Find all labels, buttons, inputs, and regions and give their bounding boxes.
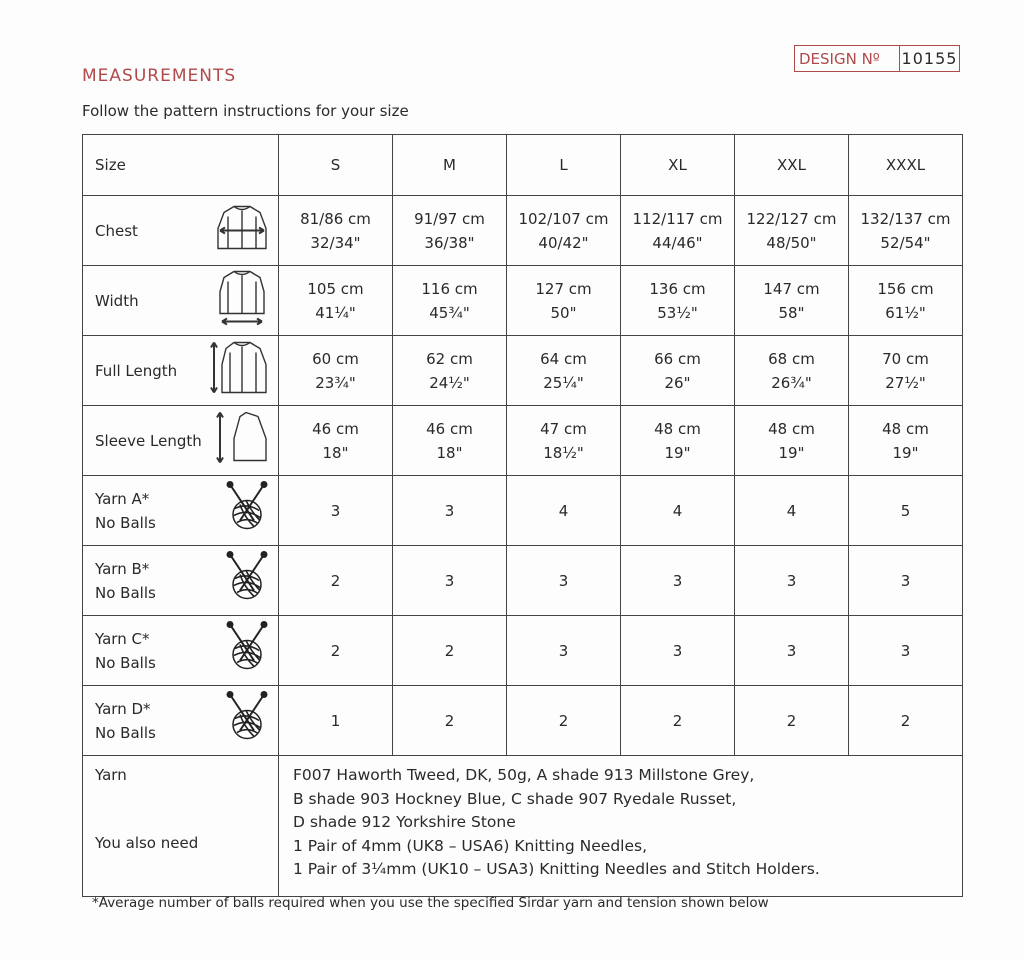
row-label: Full Length [95, 361, 178, 380]
size-row [83, 135, 963, 196]
row-label: No Balls [95, 513, 156, 532]
table-row [83, 266, 963, 336]
row-label-cell [83, 406, 279, 476]
value-cell: 3 [507, 616, 621, 686]
page-title: MEASUREMENTS [82, 66, 237, 86]
needle-line: 1 Pair of 3¼mm (UK10 – USA3) Knitting Needles and Stitch Holders. [293, 860, 820, 878]
yarn-ball-icon [224, 548, 270, 613]
row-label-cell [83, 476, 279, 546]
size-header: XXL [735, 135, 849, 196]
value-cell: 68 cm 26¾" [735, 336, 849, 406]
value-cell: 3 [735, 546, 849, 616]
value-cell: 3 [393, 546, 507, 616]
row-label: Width [95, 291, 139, 310]
value-cell: 3 [621, 546, 735, 616]
yarn-line: F007 Haworth Tweed, DK, 50g, A shade 913 Millstone Grey, [293, 766, 755, 784]
value-cell: 147 cm 58" [735, 266, 849, 336]
row-label: Yarn C* [95, 629, 150, 648]
row-label: Yarn D* [95, 699, 151, 718]
yarn-ball-icon [224, 618, 270, 683]
row-label: No Balls [95, 583, 156, 602]
yarn-info-labels [83, 756, 279, 897]
chest-measure-icon [214, 202, 270, 259]
value-cell: 2 [279, 546, 393, 616]
value-cell: 91/97 cm 36/38" [393, 196, 507, 266]
design-label: DESIGN Nº [799, 49, 880, 68]
value-cell: 3 [735, 616, 849, 686]
size-header: S [279, 135, 393, 196]
table-row [83, 196, 963, 266]
value-cell: 132/137 cm 52/54" [849, 196, 963, 266]
value-cell: 127 cm 50" [507, 266, 621, 336]
value-cell: 70 cm 27½" [849, 336, 963, 406]
row-label-cell [83, 616, 279, 686]
row-label: Yarn A* [95, 489, 150, 508]
value-cell: 66 cm 26" [621, 336, 735, 406]
yarn-info-text [279, 756, 963, 897]
size-header: XXXL [849, 135, 963, 196]
row-label: Yarn B* [95, 559, 150, 578]
size-header: L [507, 135, 621, 196]
row-label-cell [83, 546, 279, 616]
row-label: Sleeve Length [95, 431, 202, 450]
value-cell: 3 [849, 616, 963, 686]
footnote: *Average number of balls required when you use the specified Sirdar yarn and tension shown below [92, 895, 769, 911]
row-label-cell [83, 336, 279, 406]
value-cell: 3 [393, 476, 507, 546]
value-cell: 136 cm 53½" [621, 266, 735, 336]
value-cell: 1 [279, 686, 393, 756]
size-header: M [393, 135, 507, 196]
sleeve-measure-icon [214, 408, 270, 473]
value-cell: 3 [849, 546, 963, 616]
value-cell: 102/107 cm 40/42" [507, 196, 621, 266]
value-cell: 2 [279, 616, 393, 686]
size-label: Size [83, 135, 279, 196]
table-row [83, 336, 963, 406]
width-measure-icon [214, 267, 270, 334]
value-cell: 62 cm 24½" [393, 336, 507, 406]
design-number: 10155 [899, 46, 959, 71]
value-cell: 112/117 cm 44/46" [621, 196, 735, 266]
row-label-cell [83, 686, 279, 756]
value-cell: 48 cm 19" [735, 406, 849, 476]
value-cell: 2 [393, 686, 507, 756]
row-label: No Balls [95, 723, 156, 742]
value-cell: 3 [621, 616, 735, 686]
yarn-info-row [83, 756, 963, 897]
value-cell: 4 [621, 476, 735, 546]
value-cell: 116 cm 45¾" [393, 266, 507, 336]
value-cell: 3 [279, 476, 393, 546]
value-cell: 2 [621, 686, 735, 756]
row-label-cell [83, 196, 279, 266]
table-row [83, 476, 963, 546]
value-cell: 48 cm 19" [621, 406, 735, 476]
yarn-line: B shade 903 Hockney Blue, C shade 907 Ryedale Russet, [293, 789, 737, 808]
value-cell: 47 cm 18½" [507, 406, 621, 476]
value-cell: 3 [507, 546, 621, 616]
length-measure-icon [208, 338, 270, 403]
table-row [83, 616, 963, 686]
value-cell: 105 cm 41¼" [279, 266, 393, 336]
yarn-line: D shade 912 Yorkshire Stone [293, 813, 516, 831]
table-row [83, 406, 963, 476]
needle-line: 1 Pair of 4mm (UK8 – USA6) Knitting Needles, [293, 836, 648, 855]
yarn-ball-icon [224, 478, 270, 543]
table-row [83, 546, 963, 616]
table-row [83, 686, 963, 756]
value-cell: 48 cm 19" [849, 406, 963, 476]
value-cell: 2 [735, 686, 849, 756]
value-cell: 122/127 cm 48/50" [735, 196, 849, 266]
yarn-label: Yarn [95, 766, 127, 784]
value-cell: 5 [849, 476, 963, 546]
value-cell: 46 cm 18" [279, 406, 393, 476]
page-subtitle: Follow the pattern instructions for your size [82, 102, 409, 120]
value-cell: 2 [393, 616, 507, 686]
row-label: Chest [95, 221, 138, 240]
value-cell: 81/86 cm 32/34" [279, 196, 393, 266]
row-label: No Balls [95, 653, 156, 672]
measurements-table [82, 134, 963, 897]
value-cell: 2 [849, 686, 963, 756]
row-label-cell [83, 266, 279, 336]
value-cell: 156 cm 61½" [849, 266, 963, 336]
value-cell: 64 cm 25¼" [507, 336, 621, 406]
value-cell: 4 [507, 476, 621, 546]
value-cell: 2 [507, 686, 621, 756]
design-number-box [794, 45, 960, 72]
value-cell: 60 cm 23¾" [279, 336, 393, 406]
value-cell: 4 [735, 476, 849, 546]
yarn-ball-icon [224, 688, 270, 753]
need-label: You also need [95, 834, 199, 852]
value-cell: 46 cm 18" [393, 406, 507, 476]
size-header: XL [621, 135, 735, 196]
